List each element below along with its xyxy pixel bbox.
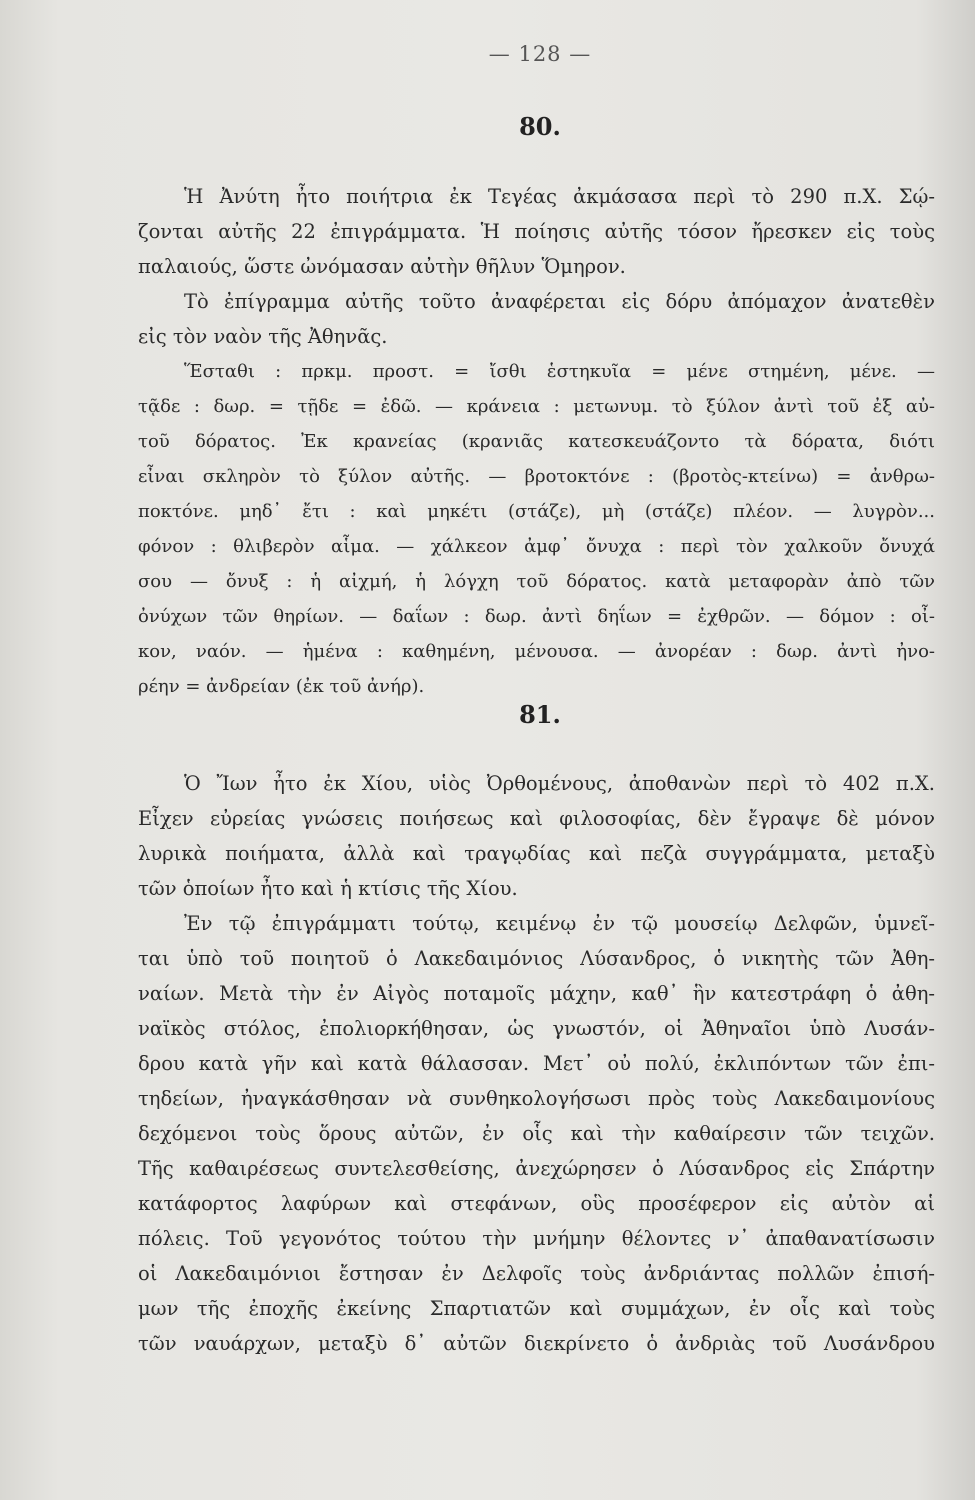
- text-line: ὀνύχων τῶν θηρίων. — δαΐων : δωρ. ἀντὶ δηΐων = ἐχθρῶν. — δόμον : οἶ-: [138, 606, 935, 627]
- section-number-80: 80.: [519, 112, 561, 141]
- text-line: Εἶχεν εὐρείας γνώσεις ποιήσεως καὶ φιλοσοφίας, δὲν ἔγραψε δὲ μόνον: [138, 807, 935, 830]
- text-line: ζονται αὐτῆς 22 ἐπιγράμματα. Ἡ ποίησις αὐτῆς τόσον ἤρεσκεν εἰς τοὺς: [138, 220, 935, 243]
- paragraph: [138, 179, 935, 284]
- section-number-81: 81.: [519, 700, 561, 729]
- text-line: τᾷδε : δωρ. = τῇδε = ἐδῶ. — κράνεια : μετωνυμ. τὸ ξύλον ἀντὶ τοῦ ἐξ αὐ-: [138, 396, 935, 417]
- text-line: μων τῆς ἐποχῆς ἐκείνης Σπαρτιατῶν καὶ συμμάχων, ἐν οἷς καὶ τοὺς: [138, 1297, 935, 1320]
- text-line: ποκτόνε. μηδ᾽ ἔτι : καὶ μηκέτι (στάζε), μὴ (στάζε) πλέον. — λυγρὸν...: [138, 501, 935, 522]
- text-line: τοῦ δόρατος. Ἐκ κρανείας (κρανιᾶς κατεσκευάζοντο τὰ δόρατα, διότι: [138, 431, 935, 452]
- text-line: δρου κατὰ γῆν καὶ κατὰ θάλασσαν. Μετ᾽ οὐ πολύ, ἐκλιπόντων τῶν ἐπι-: [138, 1052, 935, 1075]
- text-line: εἶναι σκληρὸν τὸ ξύλον αὐτῆς. — βροτοκτόνε : (βροτὸς-κτείνω) = ἀνθρω-: [138, 466, 935, 487]
- page-number: — 128 —: [488, 42, 592, 66]
- annotation-paragraph: [138, 354, 935, 704]
- text-line: ται ὑπὸ τοῦ ποιητοῦ ὁ Λακεδαιμόνιος Λύσανδρος, ὁ νικητὴς τῶν Ἀθη-: [138, 947, 935, 970]
- text-line: λυρικὰ ποιήματα, ἀλλὰ καὶ τραγῳδίας καὶ πεζὰ συγγράμματα, μεταξὺ: [138, 842, 935, 865]
- text-line: κατάφορτος λαφύρων καὶ στεφάνων, οὓς προσέφερον εἰς αὐτὸν αἱ: [138, 1192, 935, 1215]
- section-80-body: [138, 179, 935, 704]
- paragraph: [138, 766, 935, 906]
- text-line: Τῆς καθαιρέσεως συντελεσθείσης, ἀνεχώρησεν ὁ Λύσανδρος εἰς Σπάρτην: [138, 1157, 935, 1180]
- text-line: εἰς τὸν ναὸν τῆς Ἀθηνᾶς.: [138, 325, 388, 348]
- text-line: κον, ναόν. — ἡμένα : καθημένη, μένουσα. — ἀνορέαν : δωρ. ἀντὶ ἠνο-: [138, 641, 935, 662]
- paragraph: [138, 906, 935, 1361]
- text-line: τῶν ναυάρχων, μεταξὺ δ᾽ αὐτῶν διεκρίνετο ὁ ἀνδριὰς τοῦ Λυσάνδρου: [138, 1332, 935, 1355]
- section-81-body: [138, 766, 935, 1361]
- text-line: Ἐν τῷ ἐπιγράμματι τούτῳ, κειμένῳ ἐν τῷ μουσείῳ Δελφῶν, ὑμνεῖ-: [184, 912, 935, 935]
- text-line: ναϊκὸς στόλος, ἐπολιορκήθησαν, ὡς γνωστόν, οἱ Ἀθηναῖοι ὑπὸ Λυσάν-: [138, 1017, 935, 1040]
- text-line: φόνον : θλιβερὸν αἷμα. — χάλκεον ἀμφ᾽ ὄνυχα : περὶ τὸν χαλκοῦν ὄνυχά: [138, 536, 935, 557]
- text-line: Ἡ Ἀνύτη ἦτο ποιήτρια ἐκ Τεγέας ἀκμάσασα περὶ τὸ 290 π.Χ. Σῴ-: [184, 185, 935, 208]
- text-line: δεχόμενοι τοὺς ὅρους αὐτῶν, ἐν οἷς καὶ τὴν καθαίρεσιν τῶν τειχῶν.: [138, 1122, 935, 1145]
- paragraph: [138, 284, 935, 354]
- text-line: πόλεις. Τοῦ γεγονότος τούτου τὴν μνήμην θέλοντες ν᾽ ἀπαθανατίσωσιν: [138, 1227, 935, 1250]
- text-line: ναίων. Μετὰ τὴν ἐν Αἰγὸς ποταμοῖς μάχην, καθ᾽ ἣν κατεστράφη ὁ ἀθη-: [138, 982, 935, 1005]
- text-line: Τὸ ἐπίγραμμα αὐτῆς τοῦτο ἀναφέρεται εἰς δόρυ ἀπόμαχον ἀνατεθὲν: [184, 290, 935, 313]
- text-line: τηδείων, ἠναγκάσθησαν νὰ συνθηκολογήσωσι πρὸς τοὺς Λακεδαιμονίους: [138, 1087, 935, 1110]
- text-line: Ἕσταθι : πρκμ. προστ. = ἴσθι ἑστηκυῖα = μένε στημένη, μένε. —: [184, 361, 935, 382]
- text-line: Ὁ Ἴων ἦτο ἐκ Χίου, υἱὸς Ὀρθομένους, ἀποθανὼν περὶ τὸ 402 π.Χ.: [184, 772, 935, 795]
- text-line: τῶν ὁποίων ἦτο καὶ ἡ κτίσις τῆς Χίου.: [138, 877, 518, 900]
- text-line: ρέην = ἀνδρείαν (ἐκ τοῦ ἀνήρ).: [138, 676, 425, 697]
- text-line: σου — ὄνυξ : ἡ αἰχμή, ἡ λόγχη τοῦ δόρατος. κατὰ μεταφορὰν ἀπὸ τῶν: [138, 571, 935, 592]
- text-line: παλαιούς, ὥστε ὠνόμασαν αὐτὴν θῆλυν Ὅμηρον.: [138, 255, 626, 278]
- text-line: οἱ Λακεδαιμόνιοι ἔστησαν ἐν Δελφοῖς τοὺς ἀνδριάντας πολλῶν ἐπισή-: [138, 1262, 935, 1285]
